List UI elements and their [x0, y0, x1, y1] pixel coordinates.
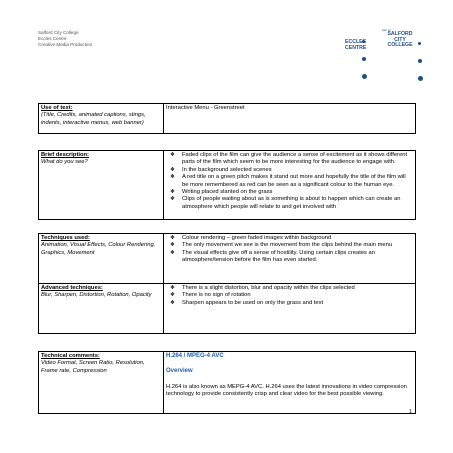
brief-description-label-cell [39, 151, 164, 220]
use-of-text-content: Interactive Menu - Greenstreet [166, 105, 245, 111]
bullet-item: ❖ Clips of people waiting about as is something is about to happen which can create an atmosphere which people will relate to and get involved with [166, 196, 413, 211]
bullet-item: ❖ In the background selected scenes [166, 167, 413, 174]
logo-text: COLLEGE [387, 42, 413, 49]
techniques-table [38, 233, 416, 334]
bullet-item: ❖ There is no sign of rotation [166, 292, 413, 299]
use-of-text-label: Use of text: [41, 105, 73, 111]
logo-text: CENTRE [345, 44, 367, 51]
bullet-item: ❖ There is a slight distortion, blur and opacity within the clips selected [166, 285, 413, 292]
use-of-text-content-cell [164, 104, 416, 134]
logo-text: CITY [394, 36, 406, 43]
salford-city-college-logo [380, 26, 428, 52]
organization-header [38, 30, 92, 48]
org-line: Eccles Centre [38, 36, 67, 41]
advanced-techniques-sublabel: Blur, Sharpen, Distortion, Rotation, Opacity [41, 292, 152, 299]
eccles-centre-logo [343, 28, 373, 54]
technical-comments-label-cell [39, 352, 164, 414]
logo-text: SALFORD [387, 31, 413, 37]
technical-body-text: H.264 is also known as MEPG-4 AVC. H.264 uses the latest innovations in video compression technology to provide consistently crisp and clear video for the best possible viewing. [166, 383, 407, 398]
brief-description-content-cell [164, 151, 416, 220]
bullet-item: ❖ A red title on a green pitch makes it stand out more and hopefully the title of the film will be more remembered as red can be seen as a significant colour to the human eye. [166, 174, 413, 189]
technical-comments-content-cell [164, 352, 416, 414]
org-line: Creative Media Production [38, 42, 93, 47]
techniques-used-label-cell [39, 234, 164, 284]
advanced-techniques-label-cell [39, 284, 164, 334]
bullet-item: ❖ The only movement we see is the movement from the clips behind the main menu [166, 242, 413, 249]
brief-description-sublabel: What do you see? [41, 159, 88, 166]
technical-comments-label: Technical comments: [41, 353, 100, 359]
use-of-text-table [38, 103, 416, 134]
technical-overview-heading: Overview [166, 368, 193, 375]
brief-description-label: Brief description: [41, 152, 89, 158]
bullet-item: ❖ Sharpen appears to be used on only the grass and text [166, 300, 413, 307]
use-of-text-label-cell [39, 104, 164, 134]
technical-comments-sublabel: Video Format, Screen Ratio, Resolution, Frame rate, Compression [41, 360, 145, 374]
org-line: Salford City College [38, 30, 79, 35]
techniques-used-label: Techniques used: [41, 235, 90, 241]
bullet-item: ❖ Writing placed slanted on the grass [166, 189, 413, 196]
techniques-used-content-cell [164, 234, 416, 284]
use-of-text-sublabel: (Title, Credits, animated captions, stings, indents, interactive menus, web banner) [41, 112, 146, 126]
advanced-techniques-content-cell [164, 284, 416, 334]
technical-heading: H.264 / MPEG-4 AVC [166, 353, 224, 359]
page-number: 1 [409, 409, 412, 415]
brief-description-table [38, 150, 416, 220]
logo-text: part of [382, 28, 391, 32]
advanced-techniques-label: Advanced techniques: [41, 285, 103, 291]
bullet-item: ❖ Faded clips of the film can give the audience a sense of excitement as it shows different parts of the film which seem to be more interesting for the audience to engage with. [166, 152, 413, 167]
logo-text: ECCLES [345, 39, 367, 45]
bullet-item: ❖ The visual effects give off a sense of hostility. Using certain clips creates an atmosphere/tension before the film has even started. [166, 250, 413, 265]
techniques-used-sublabel: Animation, Visual Effects, Colour Rendering, Graphics, Movement [41, 242, 156, 256]
technical-comments-table [38, 351, 416, 414]
bullet-item: ❖ Colour rendering – green faded images within background [166, 235, 413, 242]
logo-dots-icon [418, 32, 428, 86]
